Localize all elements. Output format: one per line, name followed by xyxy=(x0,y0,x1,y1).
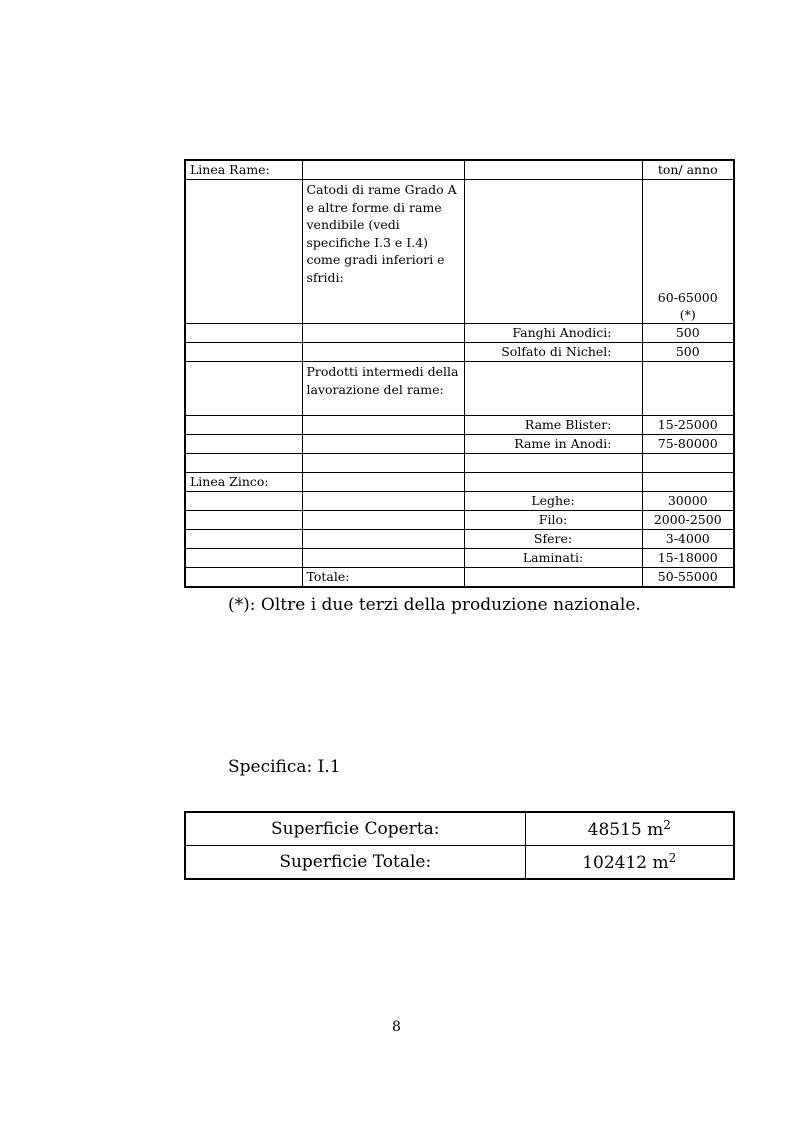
table-row xyxy=(185,416,734,435)
intermediate-item-label: Rame Blister: xyxy=(464,416,642,435)
byproduct-label: Fanghi Anodici: xyxy=(464,324,642,343)
copper-main-quantity-note: (*) xyxy=(679,307,696,322)
intermediate-item-label: Rame in Anodi: xyxy=(464,435,642,454)
spec-label: Specifica: I.1 xyxy=(228,757,341,777)
zinc-product-label: Sfere: xyxy=(464,530,642,549)
total-label: Totale: xyxy=(302,568,464,588)
copper-main-quantity-value: 60-65000 xyxy=(657,290,718,305)
unit-exponent: 2 xyxy=(663,818,671,832)
unit-header: ton/ anno xyxy=(642,160,734,180)
table-row xyxy=(185,530,734,549)
table-row xyxy=(185,846,734,880)
area-value: 102412 $m^2$ xyxy=(525,846,734,880)
table-row xyxy=(185,362,734,416)
area-label: Superficie Coperta: xyxy=(185,812,525,846)
zinc-product-value: 30000 xyxy=(642,492,734,511)
area-label: Superficie Totale: xyxy=(185,846,525,880)
table-row xyxy=(185,343,734,362)
table-row xyxy=(185,568,734,588)
unit-exponent: 2 xyxy=(668,851,677,865)
table-row xyxy=(185,473,734,492)
footnote: (*): Oltre i due terzi della produzione nazionale. xyxy=(228,595,641,615)
table-row xyxy=(185,511,734,530)
table-row xyxy=(185,160,734,180)
byproduct-label: Solfato di Nichel: xyxy=(464,343,642,362)
table-row xyxy=(185,435,734,454)
table-row xyxy=(185,324,734,343)
table-row xyxy=(185,812,734,846)
byproduct-value: 500 xyxy=(642,343,734,362)
zinc-product-value: 3-4000 xyxy=(642,530,734,549)
total-value: 50-55000 xyxy=(642,568,734,588)
zinc-line-label: Linea Zinco: xyxy=(185,473,302,492)
table-row xyxy=(185,492,734,511)
area-table xyxy=(184,811,735,880)
zinc-product-label: Laminati: xyxy=(464,549,642,568)
copper-main-quantity xyxy=(642,180,734,324)
intermediate-label: Prodotti intermedi della lavorazione del rame: xyxy=(302,362,464,416)
byproduct-value: 500 xyxy=(642,324,734,343)
table-row xyxy=(185,549,734,568)
intermediate-item-value: 75-80000 xyxy=(642,435,734,454)
intermediate-item-value: 15-25000 xyxy=(642,416,734,435)
zinc-product-value: 15-18000 xyxy=(642,549,734,568)
table-row xyxy=(185,180,734,324)
production-table xyxy=(184,159,735,588)
area-value: 48515 $m^2$ xyxy=(525,812,734,846)
zinc-product-value: 2000-2500 xyxy=(642,511,734,530)
copper-main-description: Catodi di rame Grado A e altre forme di rame vendibile (vedi specifiche I.3 e I.4) come gradi inferiori e sfridi: xyxy=(302,180,464,324)
zinc-product-label: Filo: xyxy=(464,511,642,530)
zinc-product-label: Leghe: xyxy=(464,492,642,511)
copper-line-label: Linea Rame: xyxy=(185,160,302,180)
page-number: 8 xyxy=(392,1019,401,1035)
table-row xyxy=(185,454,734,473)
